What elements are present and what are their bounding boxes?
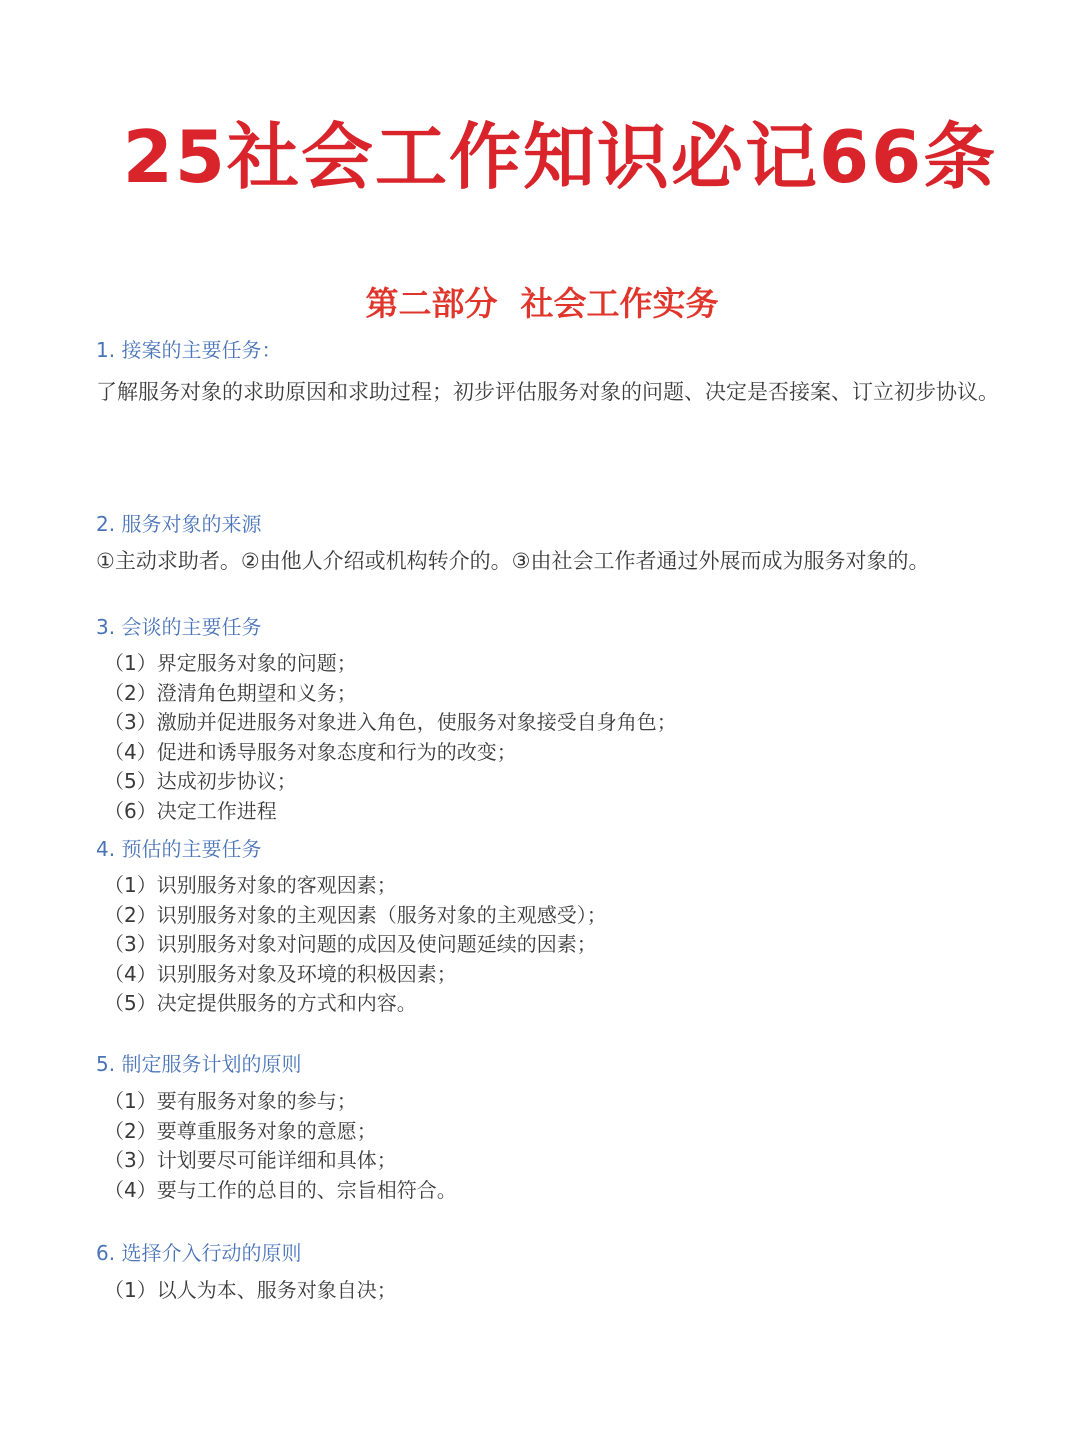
part-title: 第二部分 社会工作实务 bbox=[365, 284, 719, 323]
section-6-list bbox=[104, 1276, 397, 1306]
list-item: （3）计划要尽可能详细和具体； bbox=[104, 1148, 397, 1172]
section-3-list bbox=[104, 649, 677, 826]
section-5-list bbox=[104, 1087, 457, 1205]
list-item: （1）界定服务对象的问题； bbox=[104, 651, 357, 675]
list-item: （2）澄清角色期望和义务； bbox=[104, 680, 357, 705]
section-4-list bbox=[104, 871, 607, 1019]
list-item: （4）识别服务对象及环境的积极因素； bbox=[104, 961, 457, 986]
list-item: （1）识别服务对象的客观因素； bbox=[104, 873, 397, 897]
list-item: （4）促进和诱导服务对象态度和行为的改变； bbox=[104, 739, 517, 764]
section-1-paragraph: 了解服务对象的求助原因和求助过程；初步评估服务对象的问题、决定是否接案、订立初步协议。 bbox=[96, 380, 999, 404]
list-item: （4）要与工作的总目的、宗旨相符合。 bbox=[104, 1177, 457, 1202]
section-4-heading: 4. 预估的主要任务 bbox=[96, 837, 262, 861]
section-5-heading: 5. 制定服务计划的原则 bbox=[96, 1052, 302, 1076]
list-item: （2）识别服务对象的主观因素（服务对象的主观感受）； bbox=[104, 902, 607, 927]
section-2-paragraph: ①主动求助者。②由他人介绍或机构转介的。③由社会工作者通过外展而成为服务对象的。 bbox=[96, 549, 930, 573]
list-item: （1）要有服务对象的参与； bbox=[104, 1089, 357, 1113]
list-item: （6）决定工作进程 bbox=[104, 798, 277, 823]
section-6-heading: 6. 选择介入行动的原则 bbox=[96, 1241, 302, 1265]
section-2-heading: 2. 服务对象的来源 bbox=[96, 512, 262, 536]
list-item: （3）识别服务对象对问题的成因及使问题延续的因素； bbox=[104, 932, 597, 956]
list-item: （5）达成初步协议； bbox=[104, 769, 297, 793]
section-1-heading: 1. 接案的主要任务： bbox=[96, 338, 282, 362]
list-item: （3）激励并促进服务对象进入角色，使服务对象接受自身角色； bbox=[104, 710, 677, 734]
section-3-heading: 3. 会谈的主要任务 bbox=[96, 615, 262, 639]
list-item: （2）要尊重服务对象的意愿； bbox=[104, 1118, 377, 1143]
main-title: 25社会工作知识必记66条 bbox=[122, 115, 998, 199]
list-item: （5）决定提供服务的方式和内容。 bbox=[104, 991, 417, 1015]
list-item: （1）以人为本、服务对象自决； bbox=[104, 1278, 397, 1302]
